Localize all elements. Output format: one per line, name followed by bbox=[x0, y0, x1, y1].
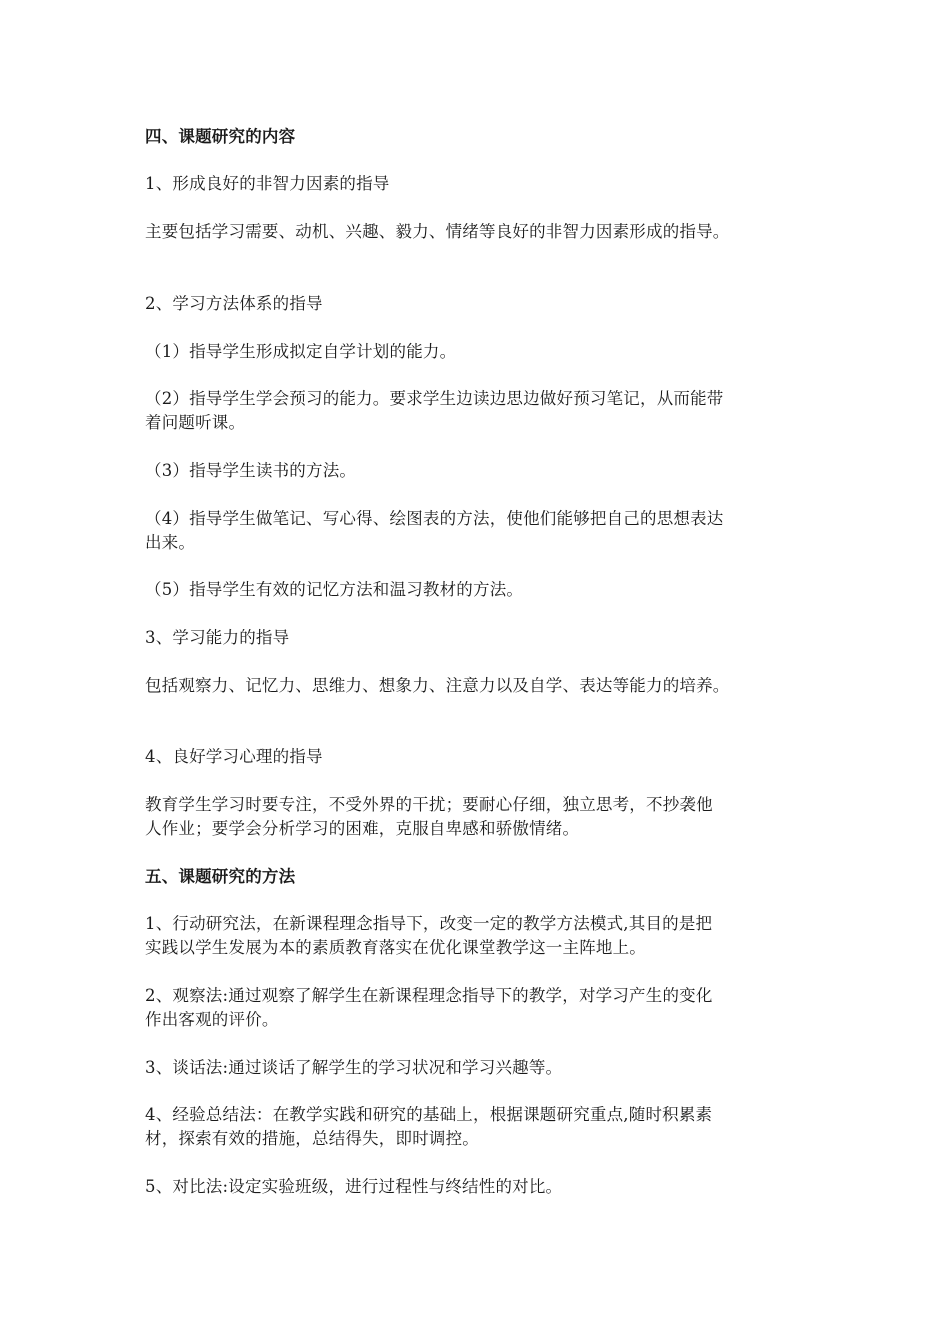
method-action-research-line1: 1、行动研究法，在新课程理念指导下，改变一定的教学方法模式,其目的是把 bbox=[145, 914, 713, 933]
paragraph-study-method-2-line1: （2）指导学生学会预习的能力。要求学生边读边思边做好预习笔记，从而能带 bbox=[145, 389, 724, 408]
section-heading-content: 四、课题研究的内容 bbox=[145, 127, 296, 146]
paragraph-study-method-5: （5）指导学生有效的记忆方法和温习教材的方法。 bbox=[145, 580, 524, 599]
item-title-learning-ability: 3、学习能力的指导 bbox=[145, 628, 290, 647]
method-interview: 3、谈话法:通过谈话了解学生的学习状况和学习兴趣等。 bbox=[145, 1058, 563, 1077]
paragraph-study-method-1: （1）指导学生形成拟定自学计划的能力。 bbox=[145, 342, 457, 361]
section-heading-methods: 五、课题研究的方法 bbox=[145, 867, 296, 886]
method-experience-summary-line1: 4、经验总结法：在教学实践和研究的基础上，根据课题研究重点,随时积累素 bbox=[145, 1105, 713, 1124]
paragraph-study-method-2-line2: 着问题听课。 bbox=[145, 413, 246, 432]
paragraph-study-method-4-line2: 出来。 bbox=[145, 533, 196, 552]
method-observation-line2: 作出客观的评价。 bbox=[145, 1010, 279, 1029]
item-title-study-methods: 2、学习方法体系的指导 bbox=[145, 294, 323, 313]
item-title-learning-psychology: 4、良好学习心理的指导 bbox=[145, 747, 323, 766]
paragraph-learning-psychology-line1: 教育学生学习时要专注，不受外界的干扰；要耐心仔细，独立思考，不抄袭他 bbox=[145, 795, 713, 814]
paragraph-non-intellectual: 主要包括学习需要、动机、兴趣、毅力、情绪等良好的非智力因素形成的指导。 bbox=[145, 222, 730, 241]
paragraph-learning-ability: 包括观察力、记忆力、思维力、想象力、注意力以及自学、表达等能力的培养。 bbox=[145, 676, 730, 695]
method-observation-line1: 2、观察法:通过观察了解学生在新课程理念指导下的教学，对学习产生的变化 bbox=[145, 986, 713, 1005]
method-comparison: 5、对比法:设定实验班级，进行过程性与终结性的对比。 bbox=[145, 1177, 563, 1196]
paragraph-study-method-4-line1: （4）指导学生做笔记、写心得、绘图表的方法，使他们能够把自己的思想表达 bbox=[145, 509, 724, 528]
method-action-research-line2: 实践以学生发展为本的素质教育落实在优化课堂教学这一主阵地上。 bbox=[145, 938, 646, 957]
paragraph-learning-psychology-line2: 人作业；要学会分析学习的困难，克服自卑感和骄傲情绪。 bbox=[145, 819, 580, 838]
method-experience-summary-line2: 材，探索有效的措施，总结得失，即时调控。 bbox=[145, 1129, 479, 1148]
item-title-non-intellectual: 1、形成良好的非智力因素的指导 bbox=[145, 174, 390, 193]
paragraph-study-method-3: （3）指导学生读书的方法。 bbox=[145, 461, 357, 480]
